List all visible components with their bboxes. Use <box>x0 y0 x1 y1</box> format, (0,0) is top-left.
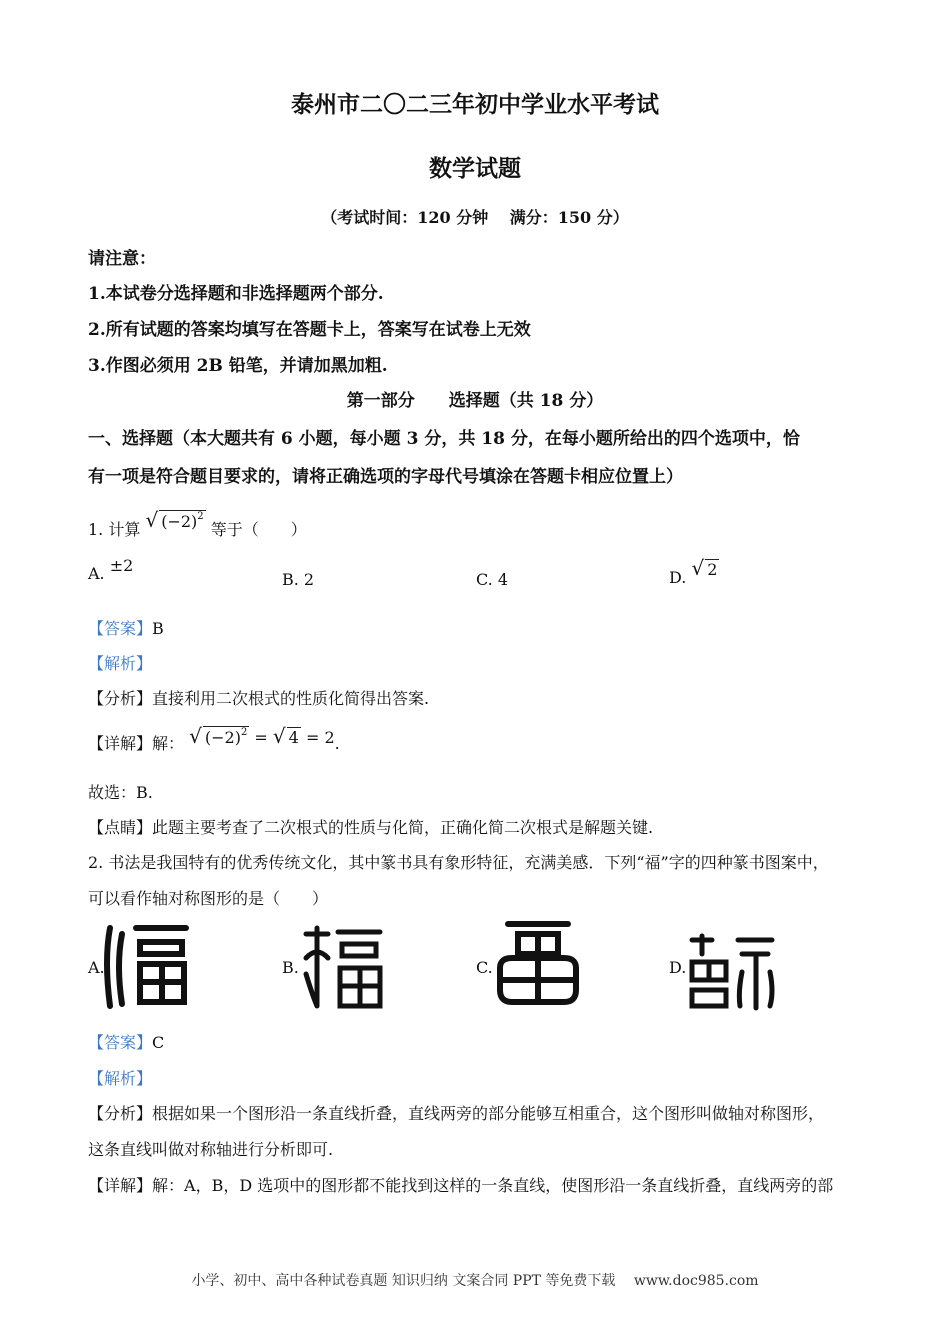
exam-info: （考试时间：120 分钟 满分：150 分） <box>321 208 629 227</box>
seal-fu-a-icon <box>100 920 192 1012</box>
answer-tag: 【答案】 <box>88 619 153 638</box>
answer-line-2 <box>88 1030 164 1053</box>
seal-fu-c-icon <box>490 916 586 1010</box>
notice-heading: 请注意： <box>88 249 156 269</box>
notice-item: 2.所有试题的答案均填写在答题卡上，答案写在试卷上无效 <box>88 320 531 340</box>
notice-item: 1.本试卷分选择题和非选择题两个部分. <box>88 284 384 304</box>
option-c: C. 4 <box>476 570 509 589</box>
notice-item: 3.作图必须用 2B 铅笔，并请加黑加粗. <box>88 356 388 376</box>
analysis-tag: 【解析】 <box>88 654 153 673</box>
choice-line: 故选：B. <box>88 783 153 802</box>
answer-value: B <box>152 619 164 638</box>
option-a: A. ±2 <box>88 556 134 583</box>
section-instructions: 一、选择题（本大题共有 6 小题，每小题 3 分，共 18 分，在每小题所给出的四个选项中，恰 <box>88 429 800 449</box>
option-d: D. √ 2 <box>669 556 718 587</box>
option-b-label: B. <box>282 958 299 977</box>
option-c-label: C. <box>476 958 493 977</box>
analysis-fenxi-2-cont: 这条直线叫做对称轴进行分析即可. <box>88 1140 334 1159</box>
answer-value: C <box>152 1033 165 1052</box>
paper-subtitle: 数学试题 <box>429 155 521 182</box>
option-d-label: D. <box>669 958 687 977</box>
comment-line: 【点睛】此题主要考查了二次根式的性质与化简，正确化简二次根式是解题关键. <box>88 818 654 837</box>
analysis-fenxi: 【分析】直接利用二次根式的性质化简得出答案. <box>88 689 430 708</box>
seal-fu-b-icon <box>300 924 384 1010</box>
part-heading: 第一部分 选择题（共 18 分） <box>346 391 604 411</box>
question-2: 2. 书法是我国特有的优秀传统文化，其中篆书具有象形特征，充满美感．下列“福”字的四种篆书图案中， <box>88 853 829 872</box>
question-1-suffix: 等于（ ） <box>210 520 307 539</box>
question-2-cont: 可以看作轴对称图形的是（ ） <box>88 889 329 908</box>
radical-expression: √ $(-2)^2$ <box>145 508 204 532</box>
option-a-label: A. <box>88 958 105 977</box>
page-footer: 小学、初中、高中各种试卷真题 知识归纳 文案合同 PPT 等免费下载 www.doc985.com <box>191 1273 759 1289</box>
seal-fu-d-icon <box>686 932 778 1012</box>
question-1 <box>88 508 307 540</box>
answer-line <box>88 616 164 639</box>
analysis-fenxi-2: 【分析】根据如果一个图形沿一条直线折叠，直线两旁的部分能够互相重合，这个图形叫做轴对称图形， <box>88 1104 825 1123</box>
answer-tag: 【答案】 <box>88 1033 153 1052</box>
option-b: B. 2 <box>282 570 315 589</box>
detail-line-2: 【详解】解：A，B，D 选项中的图形都不能找到这样的一条直线，使图形沿一条直线折叠，直线两旁的部 <box>88 1176 834 1195</box>
exam-title: 泰州市二〇二三年初中学业水平考试 <box>291 91 659 118</box>
section-instructions-cont: 有一项是符合题目要求的，请将正确选项的字母代号填涂在答题卡相应位置上） <box>88 467 683 487</box>
detail-line: 【详解】解： √ $(-2)^2$ = √ 4 = 2. <box>88 724 340 753</box>
question-1-prefix: 1. 计算 <box>88 520 141 539</box>
analysis-tag-2: 【解析】 <box>88 1069 153 1088</box>
